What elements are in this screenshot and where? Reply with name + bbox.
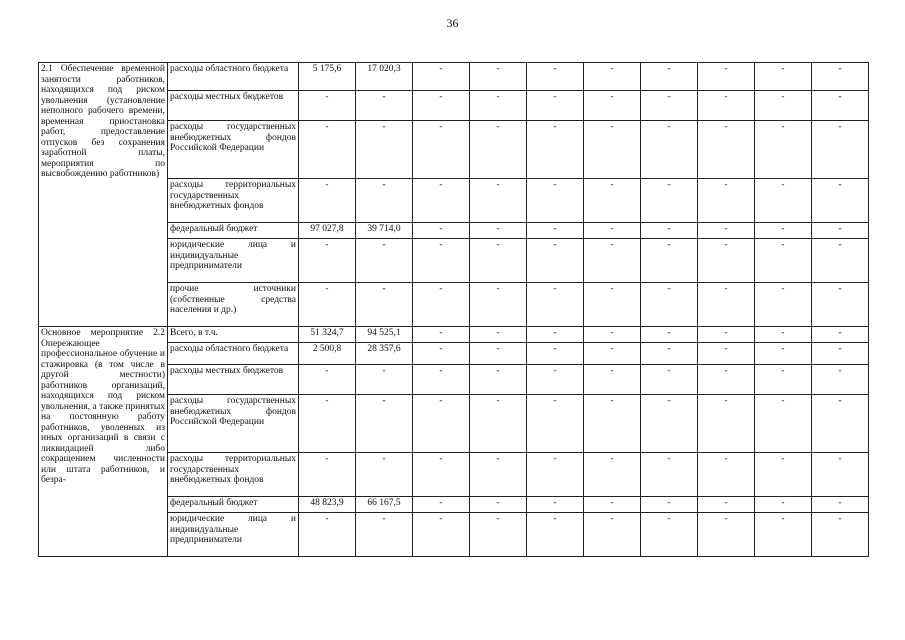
year-value-cell: - <box>641 63 698 91</box>
amount-cell: - <box>356 121 413 179</box>
year-value-cell: - <box>584 63 641 91</box>
funding-source: расходы областного бюджета <box>168 63 299 91</box>
year-value-cell: - <box>527 121 584 179</box>
year-value-cell: - <box>755 283 812 327</box>
year-value-cell: - <box>413 365 470 395</box>
budget-table <box>38 62 869 557</box>
year-value-cell: - <box>584 121 641 179</box>
funding-source: расходы государственных внебюджетных фондов Российской Федерации <box>168 395 299 453</box>
amount-cell: - <box>299 395 356 453</box>
year-value-cell: - <box>812 63 869 91</box>
year-value-cell: - <box>527 343 584 365</box>
year-value-cell: - <box>755 365 812 395</box>
year-value-cell: - <box>641 395 698 453</box>
year-value-cell: - <box>641 453 698 497</box>
year-value-cell: - <box>413 63 470 91</box>
page-number: 36 <box>446 16 459 30</box>
year-value-cell: - <box>584 365 641 395</box>
event-title: 2.1 Обеспечение временной занятости работников, находящихся под риском увольнения (установление неполного рабочего времени, временная приостановка работ, предоставление отпусков без сохранения заработной платы, мероприятия по высвобождению работников) <box>39 63 168 327</box>
funding-source: расходы местных бюджетов <box>168 91 299 121</box>
year-value-cell: - <box>812 121 869 179</box>
year-value-cell: - <box>470 179 527 223</box>
year-value-cell: - <box>641 365 698 395</box>
amount-cell: - <box>299 91 356 121</box>
year-value-cell: - <box>470 63 527 91</box>
year-value-cell: - <box>584 343 641 365</box>
year-value-cell: - <box>641 343 698 365</box>
year-value-cell: - <box>584 513 641 557</box>
amount-cell: 51 324,7 <box>299 327 356 343</box>
amount-cell: - <box>356 179 413 223</box>
year-value-cell: - <box>413 513 470 557</box>
year-value-cell: - <box>698 395 755 453</box>
amount-cell: - <box>356 239 413 283</box>
year-value-cell: - <box>470 513 527 557</box>
amount-cell: 28 357,6 <box>356 343 413 365</box>
funding-source: расходы территориальных государственных внебюджетных фондов <box>168 453 299 497</box>
year-value-cell: - <box>413 343 470 365</box>
amount-cell: - <box>299 121 356 179</box>
amount-cell: 2 500,8 <box>299 343 356 365</box>
year-value-cell: - <box>527 395 584 453</box>
table-row <box>39 63 869 91</box>
year-value-cell: - <box>812 179 869 223</box>
year-value-cell: - <box>698 223 755 239</box>
year-value-cell: - <box>812 395 869 453</box>
year-value-cell: - <box>641 121 698 179</box>
year-value-cell: - <box>641 283 698 327</box>
year-value-cell: - <box>413 121 470 179</box>
year-value-cell: - <box>470 91 527 121</box>
year-value-cell: - <box>584 453 641 497</box>
year-value-cell: - <box>470 343 527 365</box>
year-value-cell: - <box>413 453 470 497</box>
year-value-cell: - <box>527 91 584 121</box>
year-value-cell: - <box>755 121 812 179</box>
year-value-cell: - <box>698 63 755 91</box>
year-value-cell: - <box>755 497 812 513</box>
amount-cell: 94 525,1 <box>356 327 413 343</box>
year-value-cell: - <box>527 179 584 223</box>
year-value-cell: - <box>755 395 812 453</box>
year-value-cell: - <box>755 513 812 557</box>
year-value-cell: - <box>698 327 755 343</box>
year-value-cell: - <box>755 223 812 239</box>
year-value-cell: - <box>584 223 641 239</box>
amount-cell: - <box>356 513 413 557</box>
amount-cell: 97 027,8 <box>299 223 356 239</box>
year-value-cell: - <box>470 223 527 239</box>
year-value-cell: - <box>812 513 869 557</box>
amount-cell: - <box>356 91 413 121</box>
year-value-cell: - <box>812 497 869 513</box>
year-value-cell: - <box>413 395 470 453</box>
year-value-cell: - <box>413 179 470 223</box>
year-value-cell: - <box>527 63 584 91</box>
year-value-cell: - <box>413 223 470 239</box>
funding-source: федеральный бюджет <box>168 223 299 239</box>
year-value-cell: - <box>584 239 641 283</box>
year-value-cell: - <box>698 365 755 395</box>
year-value-cell: - <box>413 239 470 283</box>
year-value-cell: - <box>698 121 755 179</box>
amount-cell: - <box>299 283 356 327</box>
year-value-cell: - <box>470 453 527 497</box>
year-value-cell: - <box>470 365 527 395</box>
funding-source: юридические лица и индивидуальные предприниматели <box>168 513 299 557</box>
year-value-cell: - <box>584 327 641 343</box>
funding-source: федеральный бюджет <box>168 497 299 513</box>
year-value-cell: - <box>641 513 698 557</box>
year-value-cell: - <box>527 223 584 239</box>
amount-cell: - <box>299 365 356 395</box>
year-value-cell: - <box>698 343 755 365</box>
year-value-cell: - <box>470 121 527 179</box>
year-value-cell: - <box>698 91 755 121</box>
year-value-cell: - <box>812 343 869 365</box>
year-value-cell: - <box>812 327 869 343</box>
amount-cell: - <box>299 513 356 557</box>
year-value-cell: - <box>584 283 641 327</box>
year-value-cell: - <box>641 223 698 239</box>
year-value-cell: - <box>755 179 812 223</box>
amount-cell: - <box>299 239 356 283</box>
year-value-cell: - <box>755 343 812 365</box>
year-value-cell: - <box>812 283 869 327</box>
year-value-cell: - <box>584 497 641 513</box>
funding-source: юридические лица и индивидуальные предприниматели <box>168 239 299 283</box>
amount-cell: 39 714,0 <box>356 223 413 239</box>
year-value-cell: - <box>584 91 641 121</box>
amount-cell: - <box>299 453 356 497</box>
funding-source: расходы государственных внебюджетных фондов Российской Федерации <box>168 121 299 179</box>
year-value-cell: - <box>698 453 755 497</box>
year-value-cell: - <box>812 239 869 283</box>
amount-cell: - <box>356 395 413 453</box>
year-value-cell: - <box>698 283 755 327</box>
year-value-cell: - <box>812 453 869 497</box>
amount-cell: - <box>356 283 413 327</box>
year-value-cell: - <box>470 283 527 327</box>
year-value-cell: - <box>698 179 755 223</box>
year-value-cell: - <box>527 497 584 513</box>
year-value-cell: - <box>641 239 698 283</box>
year-value-cell: - <box>527 365 584 395</box>
year-value-cell: - <box>413 327 470 343</box>
amount-cell: 5 175,6 <box>299 63 356 91</box>
amount-cell: 66 167,5 <box>356 497 413 513</box>
year-value-cell: - <box>413 283 470 327</box>
amount-cell: - <box>356 365 413 395</box>
amount-cell: 48 823,9 <box>299 497 356 513</box>
year-value-cell: - <box>527 283 584 327</box>
year-value-cell: - <box>812 91 869 121</box>
year-value-cell: - <box>641 497 698 513</box>
year-value-cell: - <box>641 91 698 121</box>
year-value-cell: - <box>584 179 641 223</box>
year-value-cell: - <box>527 453 584 497</box>
funding-source: расходы областного бюджета <box>168 343 299 365</box>
year-value-cell: - <box>413 91 470 121</box>
year-value-cell: - <box>755 63 812 91</box>
year-value-cell: - <box>470 497 527 513</box>
year-value-cell: - <box>641 327 698 343</box>
year-value-cell: - <box>527 327 584 343</box>
table-row <box>39 327 869 343</box>
year-value-cell: - <box>470 239 527 283</box>
amount-cell: - <box>356 453 413 497</box>
year-value-cell: - <box>812 365 869 395</box>
year-value-cell: - <box>755 453 812 497</box>
funding-source: расходы территориальных государственных внебюджетных фондов <box>168 179 299 223</box>
year-value-cell: - <box>527 513 584 557</box>
year-value-cell: - <box>698 497 755 513</box>
amount-cell: - <box>299 179 356 223</box>
year-value-cell: - <box>755 239 812 283</box>
event-title: Основное мероприятие 2.2 Опережающее профессиональное обучение и стажировка (в том числе в другой местности) работников организаций, находящихся под риском увольнения, а также принятых на постоянную работу работников, уволенных из иных организаций в связи с ликвидацией либо сокращением численности или штата работников, и безра- <box>39 327 168 557</box>
funding-source: Всего, в т.ч. <box>168 327 299 343</box>
year-value-cell: - <box>413 497 470 513</box>
funding-source: расходы местных бюджетов <box>168 365 299 395</box>
year-value-cell: - <box>755 91 812 121</box>
year-value-cell: - <box>641 179 698 223</box>
funding-source: прочие источники (собственные средства населения и др.) <box>168 283 299 327</box>
year-value-cell: - <box>527 239 584 283</box>
year-value-cell: - <box>470 327 527 343</box>
year-value-cell: - <box>698 239 755 283</box>
year-value-cell: - <box>755 327 812 343</box>
year-value-cell: - <box>584 395 641 453</box>
year-value-cell: - <box>812 223 869 239</box>
year-value-cell: - <box>698 513 755 557</box>
year-value-cell: - <box>470 395 527 453</box>
amount-cell: 17 020,3 <box>356 63 413 91</box>
